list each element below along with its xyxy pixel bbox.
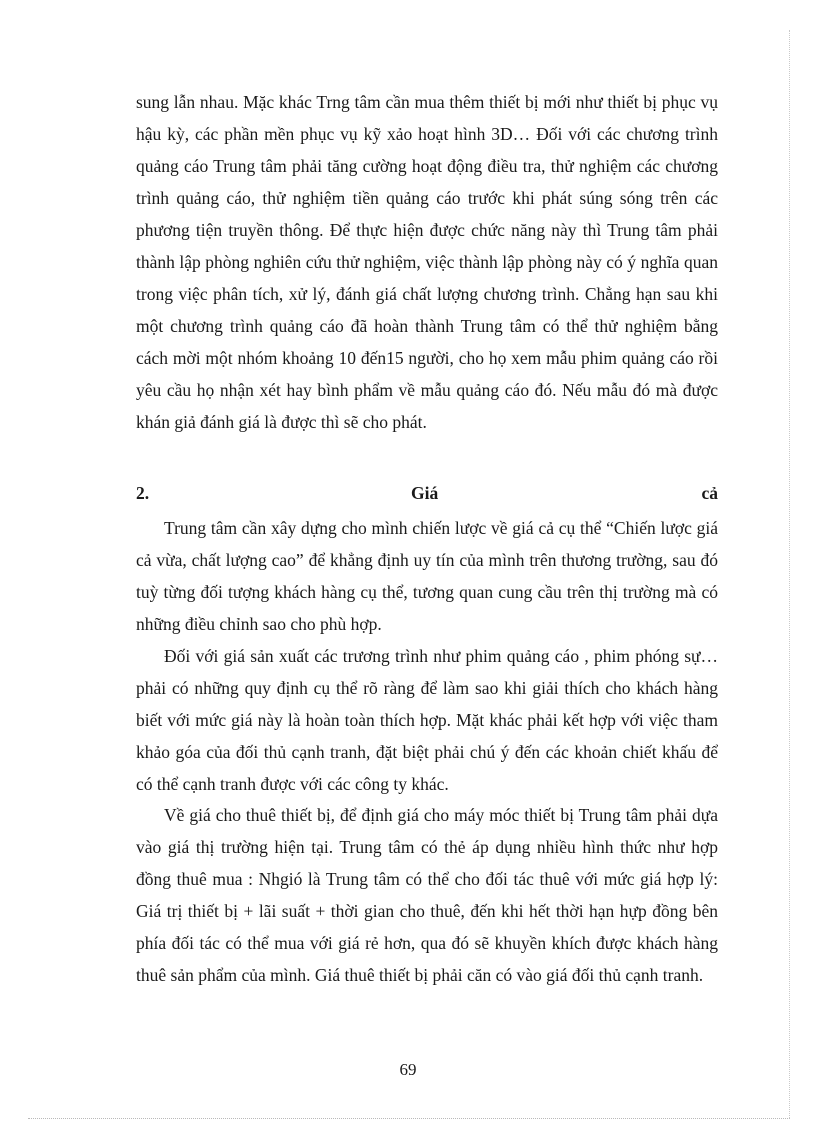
paragraph-production-pricing: Đối với giá sản xuất các trương trình như phim quảng cáo , phim phóng sự… phải có những quy định cụ thể rõ ràng để làm sao khi giải thích cho khách hàng biết với mức giá này là hoàn toàn thích hợp. Mặt khác phải kết hợp với việc tham khảo góa của đối thủ cạnh tranh, đặt biệt phải chú ý đến các khoản chiết khấu để có thể cạnh tranh được với các công ty khác. [136,646,718,794]
paragraph-rental-pricing: Về giá cho thuê thiết bị, để định giá cho máy móc thiết bị Trung tâm phải dựa vào giá thị trường hiện tại. Trung tâm có thẻ áp dụng nhiều hình thức như hợp đồng thuê mua : Nhgió là Trung tâm có thể cho đối tác thuê với mức giá hợp lý: Giá trị thiết bị + lãi suất + thời gian cho thuê, đến khi hết thời hạn hựp đồng bên phía đối tác có thể mua với giá rẻ hơn, qua đó sẽ khuyền khích được khách hàng thuê sản phẩm của mình. Giá thuê thiết bị phải căn có vào giá đối thủ cạnh tranh. [136,805,718,985]
right-margin-rule [789,30,790,1118]
section-title-word-2: cả [701,483,718,503]
section-title-word-1: Giá [411,483,439,503]
paragraph-intro: sung lẫn nhau. Mặc khác Trng tâm cần mua thêm thiết bị mới như thiết bị phục vụ hậu kỳ, các phần mền phục vụ kỹ xảo hoạt hình 3D… Đối với các chương trình quảng cáo Trung tâm phải tăng cường hoạt động điều tra, thử nghiệm các chương trình quảng cáo, thử nghiệm tiền quảng cáo trước khi phát súng sóng trên các phương tiện truyền thông. Để thực hiện được chức năng này thì Trung tâm phải thành lập phòng nghiên cứu thử nghiệm, việc thành lập phòng này có ý nghĩa quan trong việc phân tích, xử lý, đánh giá chất lượng chương trình. Chẳng hạn sau khi một chương trình quảng cáo đã hoàn thành Trung tâm có thể thử nghiệm bằng cách mời một nhóm khoảng 10 đến15 người, cho họ xem mẫu phim quảng cáo rồi yêu cầu họ nhận xét hay bình phẩm về mẫu quảng cáo đó. Nếu mẫu đó mà được khán giả đánh giá là được thì sẽ cho phát. [136,92,718,432]
page-number: 69 [399,1060,417,1079]
paragraph-pricing-strategy: Trung tâm cần xây dựng cho mình chiến lược về giá cả cụ thể “Chiến lược giá cả vừa, chất lượng cao” để khẳng định uy tín của mình trên thương trường, sau đó tuỳ từng đối tượng khách hàng cụ thể, tương quan cung cầu trên thị trường mà có những điều chỉnh sao cho phù hợp. [136,518,718,634]
footer-rule [28,1118,790,1119]
section-heading [136,477,718,509]
section-number: 2. [136,483,150,503]
